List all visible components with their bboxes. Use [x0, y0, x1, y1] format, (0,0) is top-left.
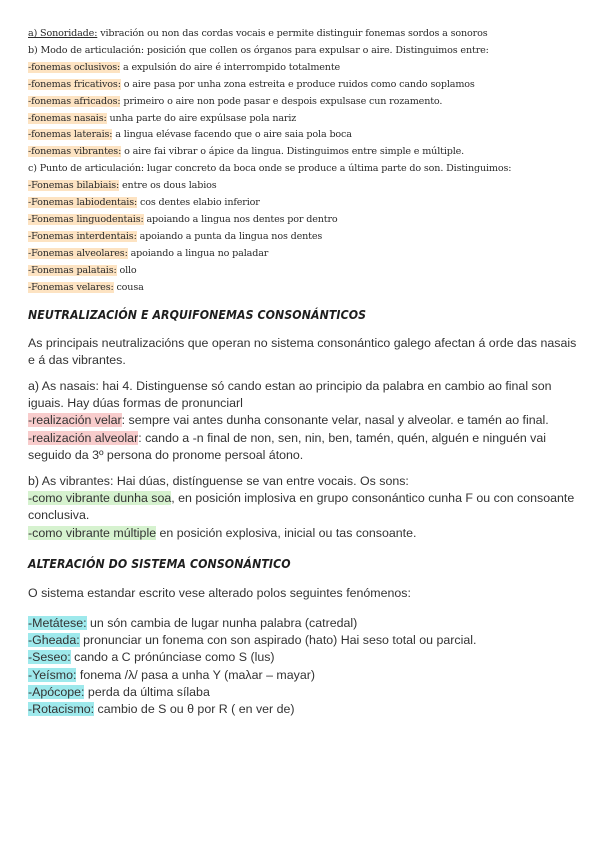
- term-interdentais: -Fonemas interdentais:: [28, 230, 137, 242]
- term-description: fonema /λ/ pasa a unha Y (maλar – mayar): [76, 667, 315, 682]
- list-item: [28, 667, 576, 684]
- term-description: en posición explosiva, inicial ou tas consoante.: [156, 525, 417, 540]
- list-item: [28, 490, 576, 507]
- term-realizacion-velar: -realización velar: [28, 413, 122, 428]
- term-alveolares: -Fonemas alveolares:: [28, 247, 128, 259]
- list-item: [28, 263, 576, 280]
- term-description: a expulsión do aire é interrompido totalmente: [120, 61, 341, 73]
- paragraph-line: seguido da 3º persona do pronome persoal átono.: [28, 447, 304, 462]
- term-description: ollo: [116, 264, 137, 276]
- term-description: cambio de S ou θ por R ( en ver de): [94, 701, 295, 716]
- term-description: apoiando a lingua no paladar: [127, 247, 269, 259]
- term-linguodentais: -Fonemas linguodentais:: [28, 213, 144, 225]
- paragraph-line: a) As nasais: hai 4. Distinguense só cando estan ao principio da palabra en cambio ao final son: [28, 378, 552, 393]
- list-item: [28, 430, 576, 447]
- paragraph-line: As principais neutralizacións que operan no sistema consonántico galego afectan á orde das nasais: [28, 335, 577, 350]
- term-gheada: -Gheada:: [28, 633, 80, 648]
- term-labiodentais: -Fonemas labiodentais:: [28, 197, 138, 209]
- list-item: [28, 77, 576, 94]
- list-item: [28, 195, 576, 212]
- term-seseo: -Seseo:: [28, 650, 71, 665]
- list-item: [28, 684, 576, 701]
- term-vibrante-multiple: -como vibrante múltiple: [28, 525, 157, 540]
- term-description: o aire fai vibrar o ápice da lingua. Distinguimos entre simple e múltiple.: [121, 146, 465, 158]
- term-fricativos: -fonemas fricativos:: [28, 78, 121, 90]
- document-page: [28, 26, 576, 718]
- term-description: pronunciar un fonema con son aspirado (hato) Hai seso total ou parcial.: [79, 633, 477, 648]
- term-nasais: -fonemas nasais:: [28, 112, 107, 124]
- paragraph-line: e á das vibrantes.: [28, 352, 126, 367]
- list-item: [28, 144, 576, 161]
- list-item: [28, 246, 576, 263]
- alteracion-intro: O sistema estandar escrito vese alterado polos seguintes fenómenos:: [28, 585, 411, 600]
- paragraph-line: b) As vibrantes: Hai dúas, distínguense se van entre vocais. Os sons:: [28, 473, 409, 488]
- punto-title: c) Punto de articulación: lugar concreto da boca onde se produce a última parte do son. Distinguimos:: [28, 163, 512, 175]
- term-palatais: -Fonemas palatais:: [28, 264, 117, 276]
- list-item: [28, 127, 576, 144]
- list-item: [28, 525, 576, 542]
- list-item: [28, 280, 576, 297]
- term-description: primeiro o aire non pode pasar e despois expulsase cun rozamento.: [120, 95, 443, 107]
- term-metatese: -Metátese:: [28, 615, 87, 630]
- term-rotacismo: -Rotacismo:: [28, 701, 95, 716]
- term-description: : sempre vai antes dunha consonante velar, nasal y alveolar. e tamén ao final.: [121, 413, 549, 428]
- term-description: perda da última sílaba: [84, 684, 210, 699]
- term-velares: -Fonemas velares:: [28, 281, 114, 293]
- articulation-notes: [28, 26, 576, 297]
- nasais-block: [28, 378, 576, 464]
- term-description: un són cambia de lugar nunha palabra (catredal): [86, 615, 358, 630]
- list-item: [28, 94, 576, 111]
- alteracion-list: [28, 615, 576, 718]
- list-item: [28, 212, 576, 229]
- list-item: [28, 632, 576, 649]
- term-description: o aire pasa por unha zona estreita e produce ruidos como cando soplamos: [120, 78, 475, 90]
- list-item: [28, 412, 576, 429]
- list-item: [28, 111, 576, 128]
- term-description: cos dentes elabio inferior: [137, 197, 260, 209]
- term-vibrante-dunha-soa: -como vibrante dunha soa: [28, 491, 172, 506]
- list-item: [28, 701, 576, 718]
- section-heading-neutralizacion: NEUTRALIZACIÓN E ARQUIFONEMAS CONSONÁNTICOS: [28, 307, 367, 322]
- term-description: entre os dous labios: [119, 180, 217, 192]
- term-description: a lingua elévase facendo que o aire saia pola boca: [112, 129, 352, 141]
- sonoridade-line: [28, 26, 576, 43]
- term-bilabiais: -Fonemas bilabiais:: [28, 180, 120, 192]
- term-description: apoiando a lingua nos dentes por dentro: [143, 213, 338, 225]
- sonoridade-text: vibración ou non das cordas vocais e permite distinguir fonemas sordos a sonoros: [97, 28, 488, 39]
- paragraph-line: conclusiva.: [28, 508, 90, 523]
- vibrantes-block: [28, 473, 576, 542]
- neutralizacion-intro: [28, 335, 576, 369]
- term-description: : cando a -n final de non, sen, nin, ben, tamén, quén, alguén e ninguén vai: [138, 430, 547, 445]
- term-description: cando a C prónúnciase como S (lus): [70, 650, 275, 665]
- term-description: apoiando a punta da lingua nos dentes: [136, 230, 323, 242]
- term-realizacion-alveolar: -realización alveolar: [28, 430, 139, 445]
- modo-title: b) Modo de articulación: posición que collen os órganos para expulsar o aire. Distinguimos entre:: [28, 44, 489, 56]
- list-item: [28, 649, 576, 666]
- section-heading-alteracion: ALTERACIÓN DO SISTEMA CONSONÁNTICO: [28, 556, 291, 571]
- term-oclusivos: -fonemas oclusivos:: [28, 61, 121, 73]
- list-item: [28, 229, 576, 246]
- term-vibrantes: -fonemas vibrantes:: [28, 146, 122, 158]
- term-description: , en posición implosiva en grupo consonántico cunha F ou con consoante: [171, 491, 575, 506]
- list-item: [28, 60, 576, 77]
- term-description: cousa: [113, 281, 144, 293]
- sonoridade-label: a) Sonoridade:: [28, 28, 98, 39]
- term-africados: -fonemas africados:: [28, 95, 121, 107]
- list-item: [28, 178, 576, 195]
- list-item: [28, 615, 576, 632]
- term-yeismo: -Yeísmo:: [28, 667, 77, 682]
- paragraph-line: iguais. Hay dúas formas de pronunciarl: [28, 396, 243, 411]
- term-description: unha parte do aire expúlsase pola nariz: [106, 112, 297, 124]
- term-apocope: -Apócope:: [28, 684, 85, 699]
- term-laterais: -fonemas laterais:: [28, 129, 113, 141]
